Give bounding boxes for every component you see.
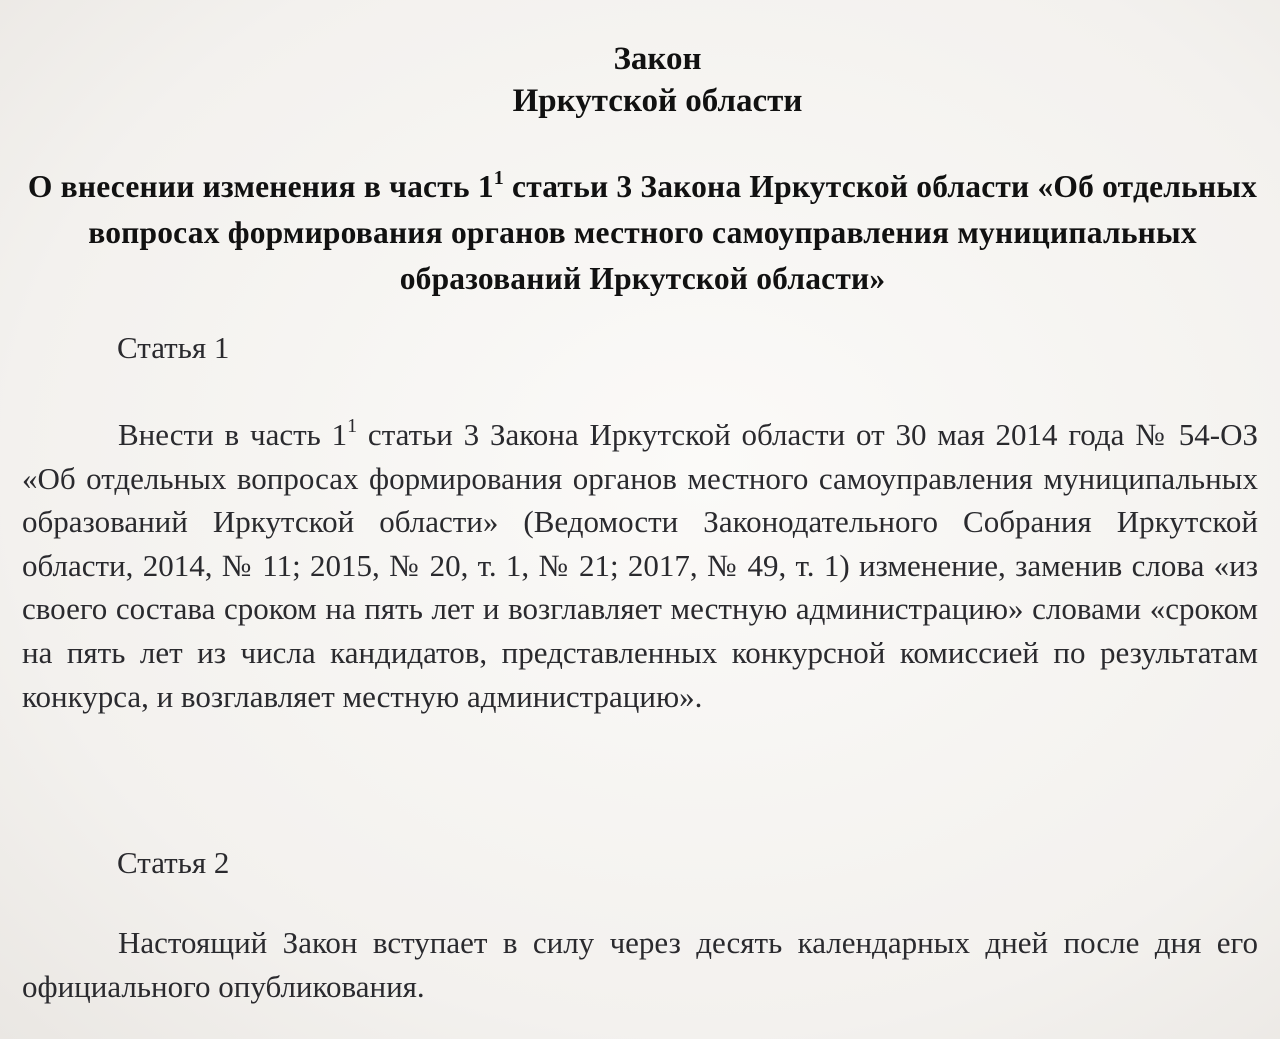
law-title-line2: Иркутской области: [512, 83, 803, 119]
law-subject-superscript: 1: [493, 167, 504, 189]
article-2-text: Настоящий Закон вступает в силу через десять календарных дней после дня его официального опубликования.: [22, 925, 1258, 1004]
law-subject-part1: О внесении изменения в часть 1: [27, 169, 494, 204]
article-1-text-part2: статьи 3 Закона Иркутской области от 30 мая 2014 года № 54-ОЗ «Об отдельных вопросах формирования органов местного самоуправления муниципальных образований Иркутской области» (Ведомости Законодательного Собрания Иркутской области, 2014, № 11; 2015, № 20, т. 1, № 21; 2017, № 49, т. 1) изменение, заменив слова «из своего состава сроком на пять лет и возглавляет местную администрацию» словами «сроком на пять лет из числа кандидатов, представленных конкурсной комиссией по результатам конкурса, и возглавляет местную администрацию».: [22, 417, 1258, 714]
article-1-text-part1: Внести в часть 1: [118, 417, 348, 452]
article-1-superscript: 1: [347, 415, 358, 437]
article-1-text: [22, 413, 1258, 718]
article-1-heading: Статья 1: [117, 330, 230, 365]
law-subject: [20, 164, 1265, 302]
article-2-heading: Статья 2: [117, 845, 230, 880]
law-title: [0, 38, 1280, 122]
law-subject-part2: статьи 3 Закона Иркутской области «Об отдельных вопросах формирования органов местного самоуправления муниципальных образований Иркутской области»: [88, 169, 1258, 296]
law-title-line1: Закон: [613, 41, 702, 77]
